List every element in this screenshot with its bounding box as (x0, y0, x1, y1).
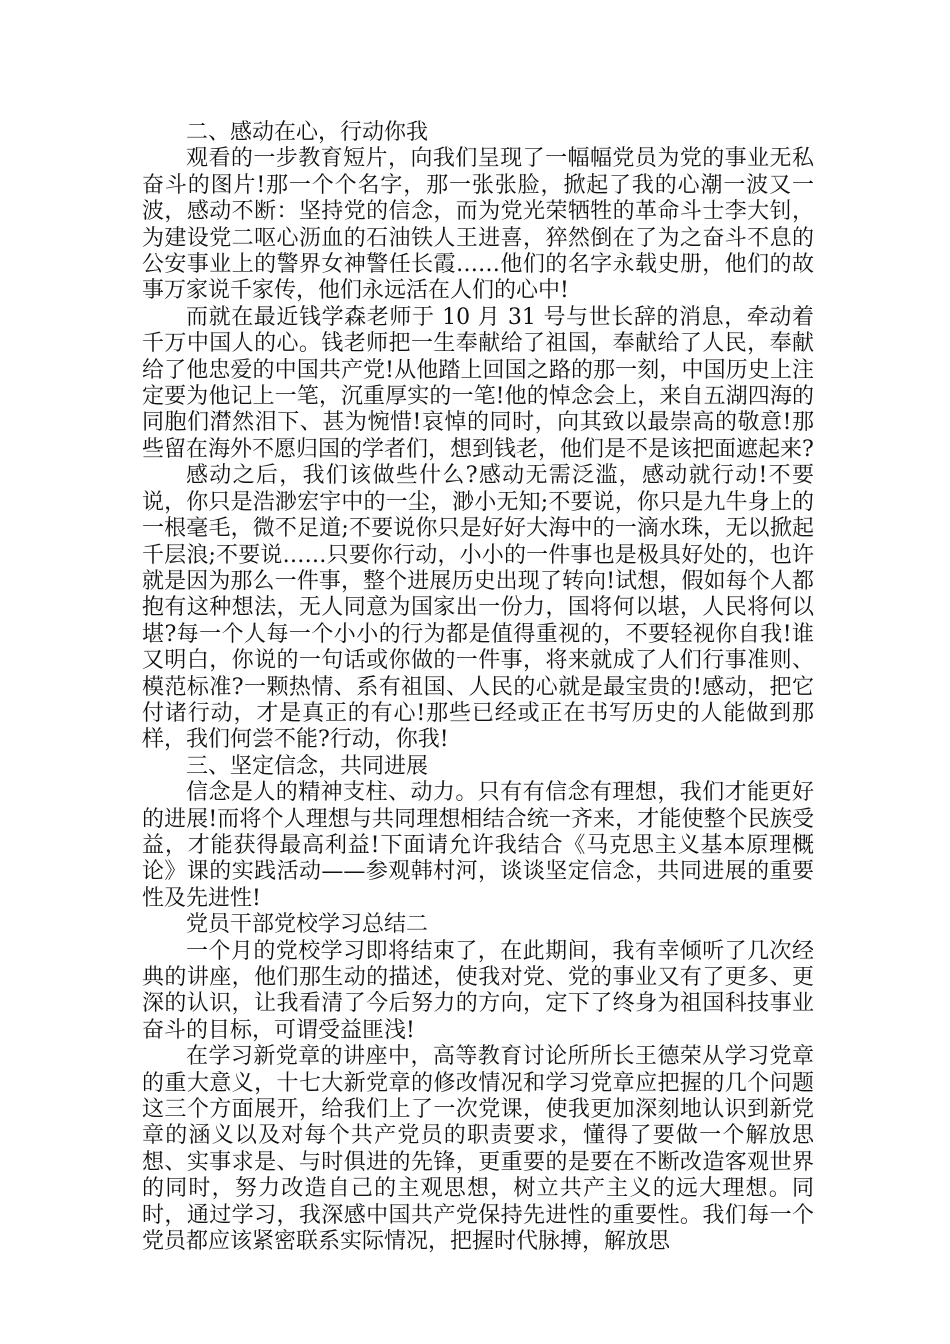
paragraph-5: 一个月的党校学习即将结束了，在此期间，我有幸倾听了几次经典的讲座，他们那生动的描述，使我对党、党的事业又有了更多、更深的认识，让我看清了今后努力的方向，定下了终身为祖国科技事业奋斗的目标，可谓受益匪浅! (142, 938, 814, 1043)
paragraph-3: 感动之后，我们该做些什么?感动无需泛滥，感动就行动!不要说，你只是浩渺宏宇中的一尘，渺小无知;不要说，你只是九牛身上的一根毫毛，微不足道;不要说你只是好好大海中的一滴水珠，无以掀起千层浪;不要说……只要你行动，小小的一件事也是极具好处的，也许就是因为那么一件事，整个进展历史出现了转向!试想，假如每个人都抱有这种想法，无人同意为国家出一份力，国将何以堪，人民将何以堪?每一个人每一个小小的行为都是值得重视的，不要轻视你自我!谁又明白，你说的一句话或你做的一件事，将来就成了人们行事准则、模范标准?一颗热情、系有祖国、人民的心就是最宝贵的!感动，把它付诸行动，才是真正的有心!那些已经或正在书写历史的人能做到那样，我们何尝不能?行动，你我! (142, 463, 814, 753)
paragraph-2: 而就在最近钱学森老师于 10 月 31 号与世长辞的消息，牵动着千万中国人的心。钱老师把一生奉献给了祖国，奉献给了人民，奉献给了他忠爱的中国共产党!从他踏上回国之路的那一刻，中国历史上注定要为他记上一笔，沉重厚实的一笔!他的悼念会上，来自五湖四海的同胞们潸然泪下、甚为惋惜!哀悼的同时，向其致以最崇高的敬意!那些留在海外不愿归国的学者们，想到钱老，他们是不是该把面遮起来? (142, 304, 814, 462)
section-heading-3: 三、坚定信念，共同进展 (186, 753, 429, 779)
paragraph-4: 信念是人的精神支柱、动力。只有有信念有理想，我们才能更好的进展!而将个人理想与共同理想相结合统一齐来，才能使整个民族受益，才能获得最高利益!下面请允许我结合《马克思主义基本原理概论》课的实践活动——参观韩村河，谈谈坚定信念，共同进展的重要性及先进性! (142, 780, 814, 911)
paragraph-1: 观看的一步教育短片，向我们呈现了一幅幅党员为党的事业无私奋斗的图片!那一个个名字，那一张张脸，掀起了我的心潮一波又一波，感动不断：坚持党的信念，而为党光荣牺牲的革命斗士李大钊，为建设党二呕心沥血的石油铁人王进喜，猝然倒在了为之奋斗不息的公安事业上的警界女神警任长霞……他们的名字永载史册，他们的故事万家说千家传，他们永远活在人们的心中! (142, 146, 814, 304)
section-heading-2: 二、感动在心，行动你我 (186, 120, 429, 145)
paragraph-6: 在学习新党章的讲座中，高等教育讨论所所长王德荣从学习党章的重大意义，十七大新党章的修改情况和学习党章应把握的几个问题这三个方面展开，给我们上了一次党课，使我更加深刻地认识到新党章的涵义以及对每个共产党员的职责要求，懂得了要做一个解放思想、实事求是、与时俱进的先锋，更重要的是要在不断改造客观世界的同时，努力改造自己的主观思想，树立共产主义的远大理想。同时，通过学习，我深感中国共产党保持先进性的重要性。我们每一个党员都应该紧密联系实际情况，把握时代脉搏，解放思 (142, 1044, 814, 1255)
summary-heading-2: 党员干部党校学习总结二 (186, 912, 429, 938)
document-page (142, 120, 814, 1255)
